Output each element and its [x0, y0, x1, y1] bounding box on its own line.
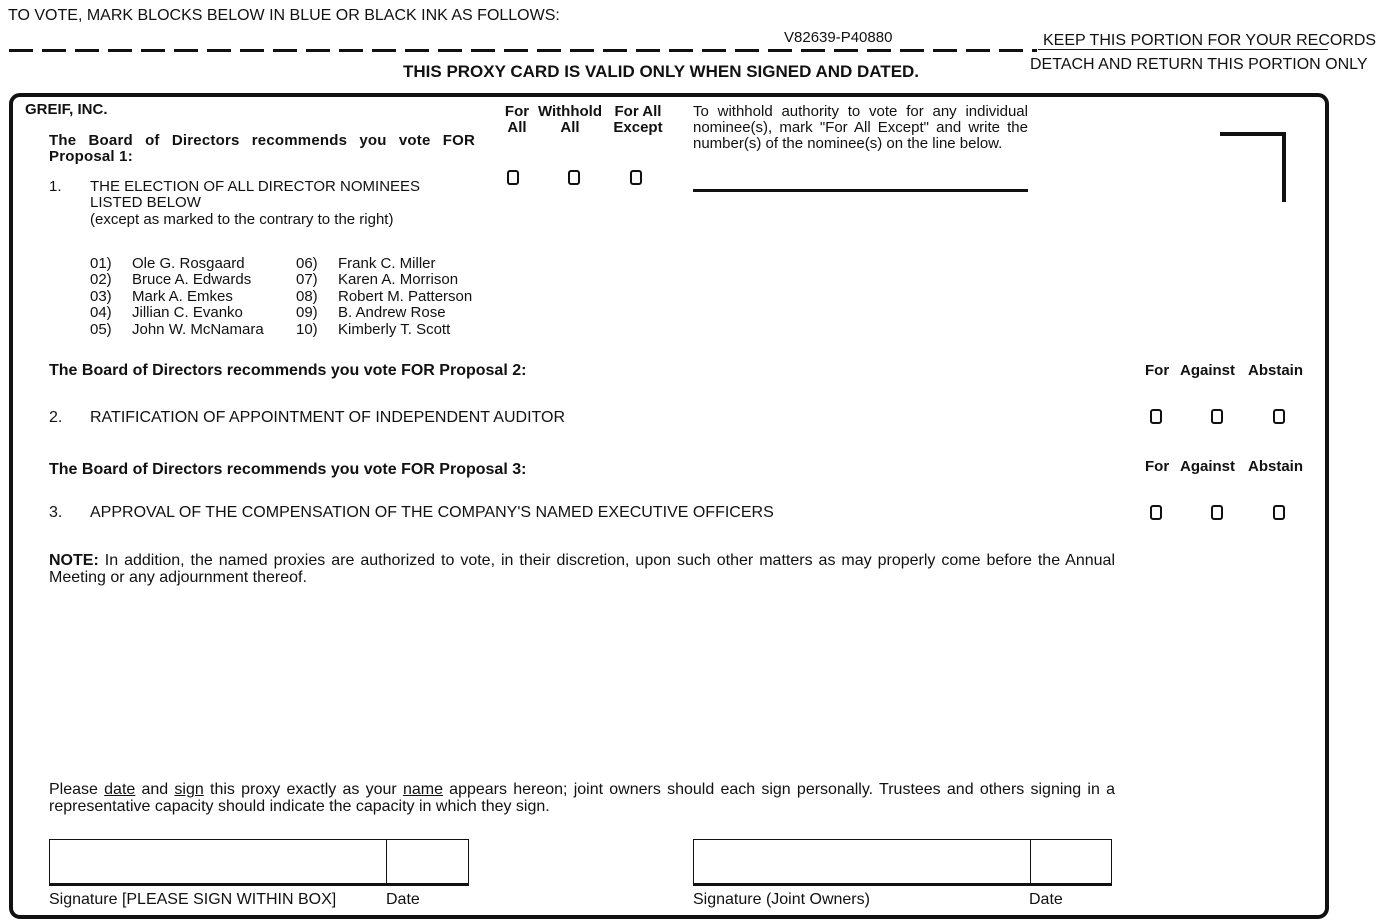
instruction-text: this proxy exactly as your [203, 781, 403, 798]
nominee-name: Mark A. Emkes [132, 288, 233, 305]
joint-date-label: Date [1029, 891, 1063, 908]
joint-date-box-divider [1030, 840, 1031, 883]
proposal3-number: 3. [49, 504, 63, 521]
withhold-instructions: To withhold authority to vote for any individual nominee(s), mark "For All Except" and write the number(s) of the nominee(s) on the line below. [693, 103, 1028, 152]
proposal3-header-abstain: Abstain [1248, 458, 1304, 475]
proposal2-title: RATIFICATION OF APPOINTMENT OF INDEPENDENT AUDITOR [90, 409, 566, 426]
proposal3-checkbox-for[interactable] [1150, 505, 1162, 520]
nominee-number: 02) [90, 271, 112, 288]
detach-line [9, 49, 1037, 52]
proposal2-header-against: Against [1180, 362, 1236, 379]
corner-mark [1220, 132, 1286, 202]
detach-portion-text: DETACH AND RETURN THIS PORTION ONLY [1030, 56, 1368, 73]
nominee-name: Bruce A. Edwards [132, 271, 252, 288]
company-name: GREIF, INC. [25, 101, 108, 118]
signature-label: Signature [PLEASE SIGN WITHIN BOX] [49, 891, 337, 908]
proposal1-title: THE ELECTION OF ALL DIRECTOR NOMINEES LISTED BELOW [90, 178, 421, 211]
proposal1-number: 1. [49, 178, 62, 195]
instruction-text: Please [49, 781, 105, 798]
keep-underline [1038, 49, 1328, 50]
signing-instructions [49, 781, 1115, 815]
control-number: V82639-P40880 [784, 29, 893, 46]
proposal3-header-for: For [1145, 458, 1170, 475]
nominee-name: Karen A. Morrison [338, 271, 459, 288]
header-for-all-except: For All Except [613, 103, 663, 136]
instruction-sign-word: sign [174, 781, 204, 798]
instruction-date-word: date [104, 781, 136, 798]
joint-signature-label: Signature (Joint Owners) [693, 891, 870, 908]
proposal3-header-against: Against [1180, 458, 1236, 475]
proposal1-recommendation: The Board of Directors recommends you vote FOR Proposal 1: [49, 132, 475, 165]
nominee-number: 09) [296, 304, 318, 321]
signature-box[interactable] [49, 839, 469, 886]
joint-signature-box[interactable] [693, 839, 1112, 886]
nominee-name: Robert M. Patterson [338, 288, 473, 305]
proposal2-checkbox-for[interactable] [1150, 409, 1162, 424]
nominee-number: 07) [296, 271, 318, 288]
nominee-name: Kimberly T. Scott [338, 321, 451, 338]
valid-notice: THIS PROXY CARD IS VALID ONLY WHEN SIGNED AND DATED. [403, 62, 920, 81]
proposal2-number: 2. [49, 409, 63, 426]
nominee-number: 10) [296, 321, 318, 338]
date-box-divider [386, 840, 387, 883]
header-withhold-all: Withhold All [537, 103, 602, 136]
instruction-text: appears hereon; joint owners should each sign personally. Trustees and others signing in a representative capacity should indicate the capacity in which they sign. [49, 781, 1115, 815]
proposal2-checkbox-abstain[interactable] [1273, 409, 1285, 424]
note-text: In addition, the named proxies are authorized to vote, in their discretion, upon such other matters as may properly come before the Annual Meeting or any adjournment thereof. [49, 552, 1115, 586]
nominee-number: 05) [90, 321, 112, 338]
checkbox-for-all[interactable] [507, 170, 519, 185]
date-label: Date [386, 891, 420, 908]
nominee-name: B. Andrew Rose [338, 304, 446, 321]
instruction-name-word: name [402, 781, 443, 798]
nominee-number: 01) [90, 255, 112, 272]
nominee-number: 08) [296, 288, 318, 305]
note-paragraph [49, 552, 1115, 586]
proposal3-recommendation: The Board of Directors recommends you vote FOR Proposal 3: [49, 461, 527, 478]
proposal2-header-for: For [1145, 362, 1170, 379]
nominee-number: 04) [90, 304, 112, 321]
header-for-all: For All [504, 103, 530, 136]
nominee-exception-line[interactable] [693, 189, 1028, 192]
keep-portion-text: KEEP THIS PORTION FOR YOUR RECORDS [1043, 32, 1376, 49]
nominee-name: Jillian C. Evanko [132, 304, 243, 321]
nominee-name: Ole G. Rosgaard [132, 255, 245, 272]
proposal2-checkbox-against[interactable] [1211, 409, 1223, 424]
proposal2-recommendation: The Board of Directors recommends you vote FOR Proposal 2: [49, 362, 527, 379]
proposal3-title: APPROVAL OF THE COMPENSATION OF THE COMPANY'S NAMED EXECUTIVE OFFICERS [90, 504, 774, 521]
checkbox-withhold-all[interactable] [568, 170, 580, 185]
nominee-name: Frank C. Miller [338, 255, 436, 272]
proposal2-header-abstain: Abstain [1248, 362, 1304, 379]
proposal1-subtitle: (except as marked to the contrary to the right) [90, 211, 394, 228]
nominee-name: John W. McNamara [132, 321, 264, 338]
instruction-text: and [135, 781, 175, 798]
nominee-number: 06) [296, 255, 318, 272]
proposal3-checkbox-abstain[interactable] [1273, 505, 1285, 520]
checkbox-for-all-except[interactable] [630, 170, 642, 185]
nominee-number: 03) [90, 288, 112, 305]
proposal3-checkbox-against[interactable] [1211, 505, 1223, 520]
vote-instruction: TO VOTE, MARK BLOCKS BELOW IN BLUE OR BLACK INK AS FOLLOWS: [8, 7, 560, 24]
note-label: NOTE: [49, 552, 99, 569]
